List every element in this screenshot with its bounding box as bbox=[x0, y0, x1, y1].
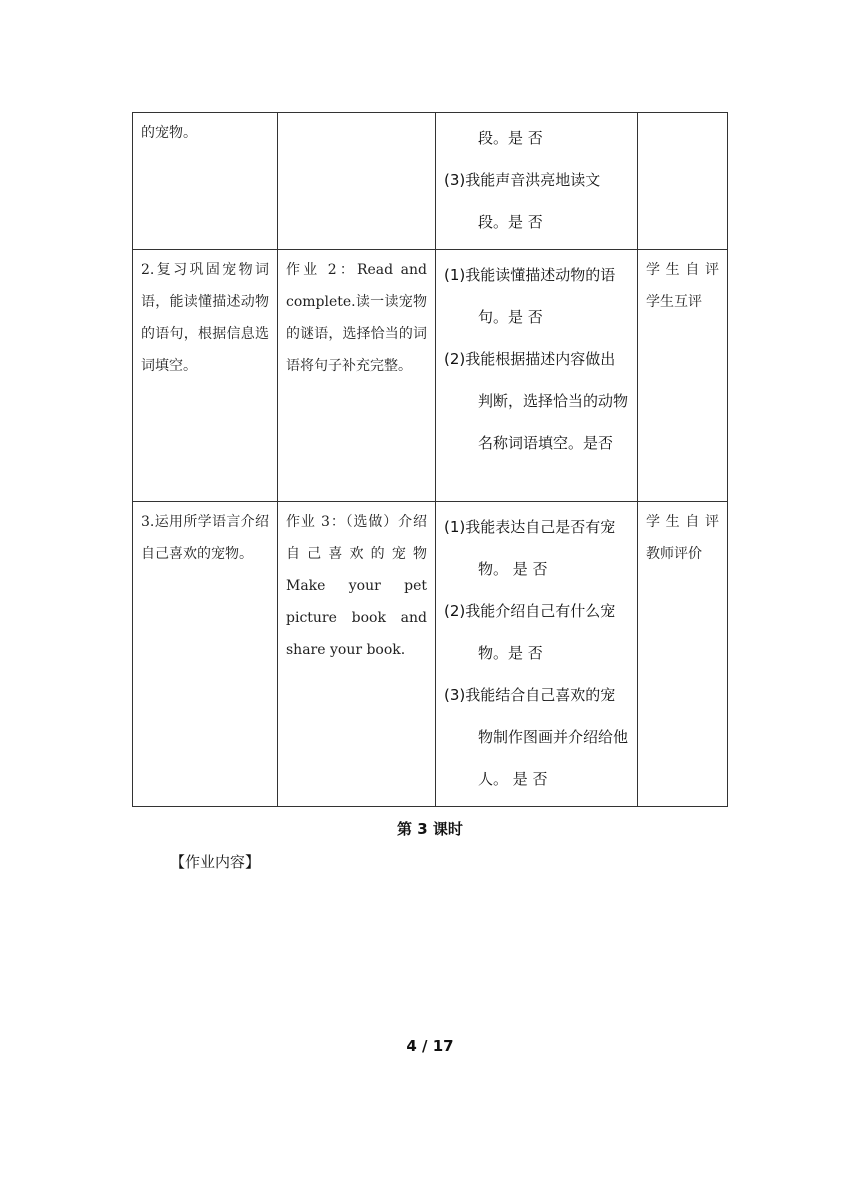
eval-cell bbox=[638, 113, 728, 250]
table-row bbox=[133, 113, 728, 250]
criteria-cell bbox=[436, 502, 638, 807]
assessment-table bbox=[132, 112, 728, 807]
table-row bbox=[133, 250, 728, 502]
goal-cell: 2.复习巩固宠物词语，能读懂描述动物的语句，根据信息选词填空。 bbox=[133, 250, 278, 502]
criterion-item: 段。是 否 bbox=[478, 129, 543, 147]
criterion-item: (2)我能根据描述内容做出 判断，选择恰当的动物名称词语填空。是否 bbox=[444, 350, 629, 452]
task-cell: 作业 3：（选做）介绍自己喜欢的宠物 Make your pet picture book and share your book. bbox=[278, 502, 436, 807]
criteria-cell bbox=[436, 250, 638, 502]
eval-cell: 学生自评 教师评价 bbox=[638, 502, 728, 807]
table-row bbox=[133, 502, 728, 807]
criterion-item: (1)我能读懂描述动物的语 句。是 否 bbox=[444, 266, 616, 326]
criterion-item: (3)我能结合自己喜欢的宠 物制作图画并介绍给他人。 是 否 bbox=[444, 686, 629, 788]
lesson-title: 第 3 课时 bbox=[397, 820, 463, 838]
page-number: 4 / 17 bbox=[406, 1037, 454, 1055]
criteria-cell bbox=[436, 113, 638, 250]
criterion-item: (2)我能介绍自己有什么宠 物。是 否 bbox=[444, 602, 616, 662]
criterion-item: (1)我能表达自己是否有宠 物。 是 否 bbox=[444, 518, 616, 578]
task-cell bbox=[278, 113, 436, 250]
goal-cell: 的宠物。 bbox=[133, 113, 278, 250]
eval-cell: 学生自评 学生互评 bbox=[638, 250, 728, 502]
criterion-item: (3)我能声音洪亮地读文 段。是 否 bbox=[444, 171, 601, 231]
section-label: 【作业内容】 bbox=[170, 853, 261, 871]
task-cell: 作业 2：Read and complete.读一读宠物的谜语，选择恰当的词语将句子补充完整。 bbox=[278, 250, 436, 502]
goal-cell: 3.运用所学语言介绍自己喜欢的宠物。 bbox=[133, 502, 278, 807]
